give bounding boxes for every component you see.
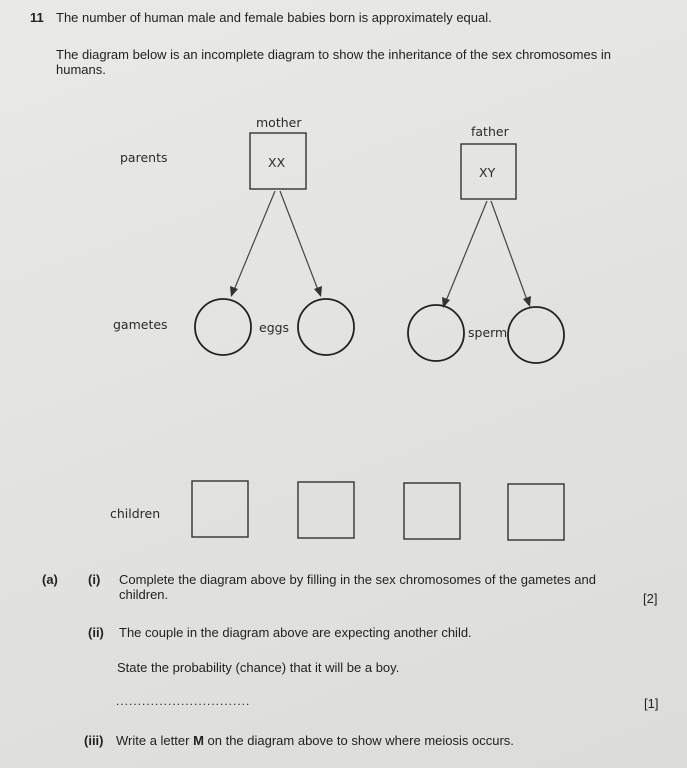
part-a-ii-line1: The couple in the diagram above are expecting another child. bbox=[119, 625, 472, 640]
egg-circle-1[interactable] bbox=[195, 299, 251, 355]
part-a-label: (a) bbox=[42, 572, 58, 587]
question-number: 11 bbox=[30, 10, 44, 25]
mother-right-arrow bbox=[280, 191, 322, 297]
part-a-iii-label: (iii) bbox=[84, 733, 104, 748]
sperm-circle-2[interactable] bbox=[508, 307, 564, 363]
father-chromosomes: XY bbox=[479, 165, 496, 180]
eggs-label: eggs bbox=[259, 320, 290, 335]
part-a-ii-answer-line[interactable]: ............................... bbox=[116, 694, 251, 708]
part-a-iii-text-before: Write a letter bbox=[116, 733, 194, 748]
child-box-2[interactable] bbox=[298, 482, 354, 538]
part-a-i-marks: [2] bbox=[643, 591, 658, 606]
egg-circle-2[interactable] bbox=[298, 299, 354, 355]
sperm-circle-1[interactable] bbox=[408, 305, 464, 361]
question-intro: The number of human male and female babies born is approximately equal. bbox=[56, 10, 492, 25]
father-label: father bbox=[471, 124, 509, 139]
child-box-4[interactable] bbox=[508, 484, 564, 540]
question-paragraph-line1: The diagram below is an incomplete diagram to show the inheritance of the sex chromosomes in bbox=[56, 47, 611, 62]
question-paragraph-line2: humans. bbox=[56, 62, 106, 77]
part-a-ii-marks: [1] bbox=[644, 696, 659, 711]
father-right-arrow bbox=[491, 201, 531, 307]
children-label: children bbox=[110, 506, 161, 521]
part-a-i-line1: Complete the diagram above by filling in the sex chromosomes of the gametes and bbox=[119, 572, 596, 587]
sperm-label: sperm bbox=[468, 325, 508, 340]
child-box-1[interactable] bbox=[192, 481, 248, 537]
mother-chromosomes: XX bbox=[268, 155, 286, 170]
part-a-ii-label: (ii) bbox=[88, 625, 104, 640]
child-box-3[interactable] bbox=[404, 483, 460, 539]
parents-label: parents bbox=[120, 150, 168, 165]
part-a-i-line2: children. bbox=[119, 587, 169, 602]
father-left-arrow bbox=[442, 201, 487, 308]
part-a-ii-line2: State the probability (chance) that it will be a boy. bbox=[117, 660, 400, 675]
mother-left-arrow bbox=[230, 191, 275, 297]
meiosis-letter: M bbox=[193, 733, 204, 748]
mother-label: mother bbox=[256, 115, 302, 130]
gametes-label: gametes bbox=[113, 317, 168, 332]
part-a-iii-text-after: on the diagram above to show where meiosis occurs. bbox=[203, 733, 514, 748]
part-a-i-label: (i) bbox=[88, 572, 101, 587]
part-a-iii-text bbox=[116, 733, 514, 748]
